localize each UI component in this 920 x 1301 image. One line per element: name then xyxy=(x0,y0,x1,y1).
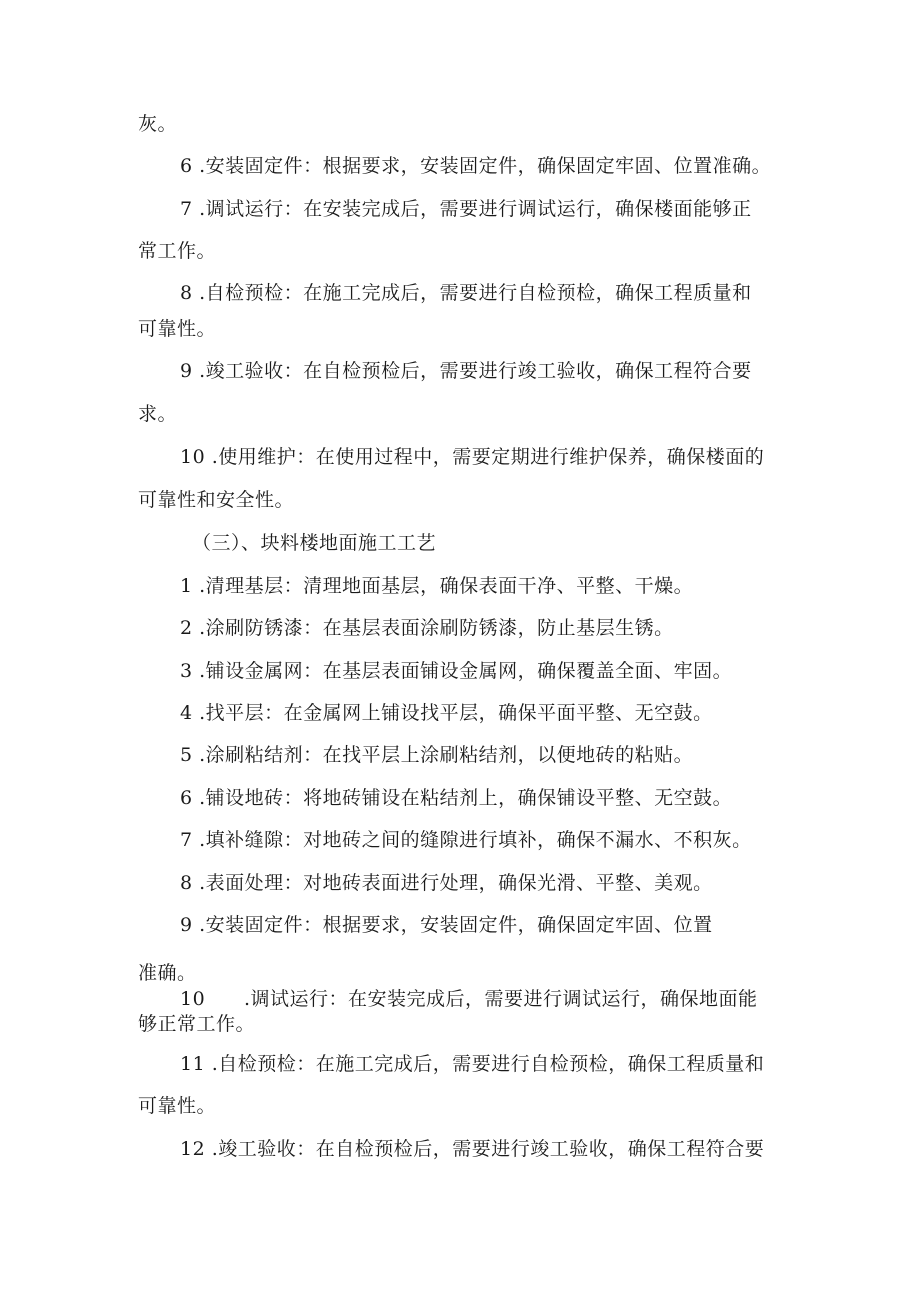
paragraph-line: 1 .清理基层：清理地面基层，确保表面干净、平整、干燥。 xyxy=(180,575,694,597)
paragraph-line: 7 .填补缝隙：对地砖之间的缝隙进行填补，确保不漏水、不积灰。 xyxy=(180,829,752,851)
paragraph-line: 8 .表面处理：对地砖表面进行处理，确保光滑、平整、美观。 xyxy=(180,872,713,894)
paragraph-line: 5 .涂刷粘结剂：在找平层上涂刷粘结剂，以便地砖的粘贴。 xyxy=(180,744,694,766)
paragraph-line: 6 .安装固定件：根据要求，安装固定件，确保固定牢固、位置准确。 xyxy=(180,155,772,177)
paragraph-line: 10 .使用维护：在使用过程中，需要定期进行维护保养，确保楼面的 xyxy=(180,446,765,468)
paragraph-line: 9 .竣工验收：在自检预检后，需要进行竣工验收，确保工程符合要 xyxy=(180,360,752,382)
paragraph-line: 常工作。 xyxy=(138,240,217,262)
paragraph-line: 够正常工作。 xyxy=(138,1013,256,1035)
paragraph-line: 可靠性。 xyxy=(138,1095,217,1117)
section-heading: （三）、块料楼地面施工工艺 xyxy=(192,532,437,554)
paragraph-line: 准确。 xyxy=(138,962,197,984)
paragraph-line: 4 .找平层：在金属网上铺设找平层，确保平面平整、无空鼓。 xyxy=(180,702,713,724)
paragraph-line: 6 .铺设地砖：将地砖铺设在粘结剂上，确保铺设平整、无空鼓。 xyxy=(180,787,733,809)
paragraph-line: 8 .自检预检：在施工完成后，需要进行自检预检，确保工程质量和 xyxy=(180,282,752,304)
paragraph-line: 3 .铺设金属网：在基层表面铺设金属网，确保覆盖全面、牢固。 xyxy=(180,660,733,682)
paragraph-line: 可靠性和安全性。 xyxy=(138,489,295,511)
paragraph-line: 2 .涂刷防锈漆：在基层表面涂刷防锈漆，防止基层生锈。 xyxy=(180,617,674,639)
paragraph-line: 可靠性。 xyxy=(138,318,217,340)
paragraph-line: .调试运行：在安装完成后，需要进行调试运行，确保地面能 xyxy=(244,988,758,1010)
paragraph-line: 9 .安装固定件：根据要求，安装固定件，确保固定牢固、位置 xyxy=(180,914,713,936)
item-number: 10 xyxy=(180,988,206,1010)
paragraph-line: 12 .竣工验收：在自检预检后，需要进行竣工验收，确保工程符合要 xyxy=(180,1138,765,1160)
paragraph-line: 7 .调试运行：在安装完成后，需要进行调试运行，确保楼面能够正 xyxy=(180,198,752,220)
paragraph-line: 求。 xyxy=(138,403,178,425)
paragraph-line: 11 .自检预检：在施工完成后，需要进行自检预检，确保工程质量和 xyxy=(180,1053,765,1075)
paragraph-line: 灰。 xyxy=(138,113,178,135)
